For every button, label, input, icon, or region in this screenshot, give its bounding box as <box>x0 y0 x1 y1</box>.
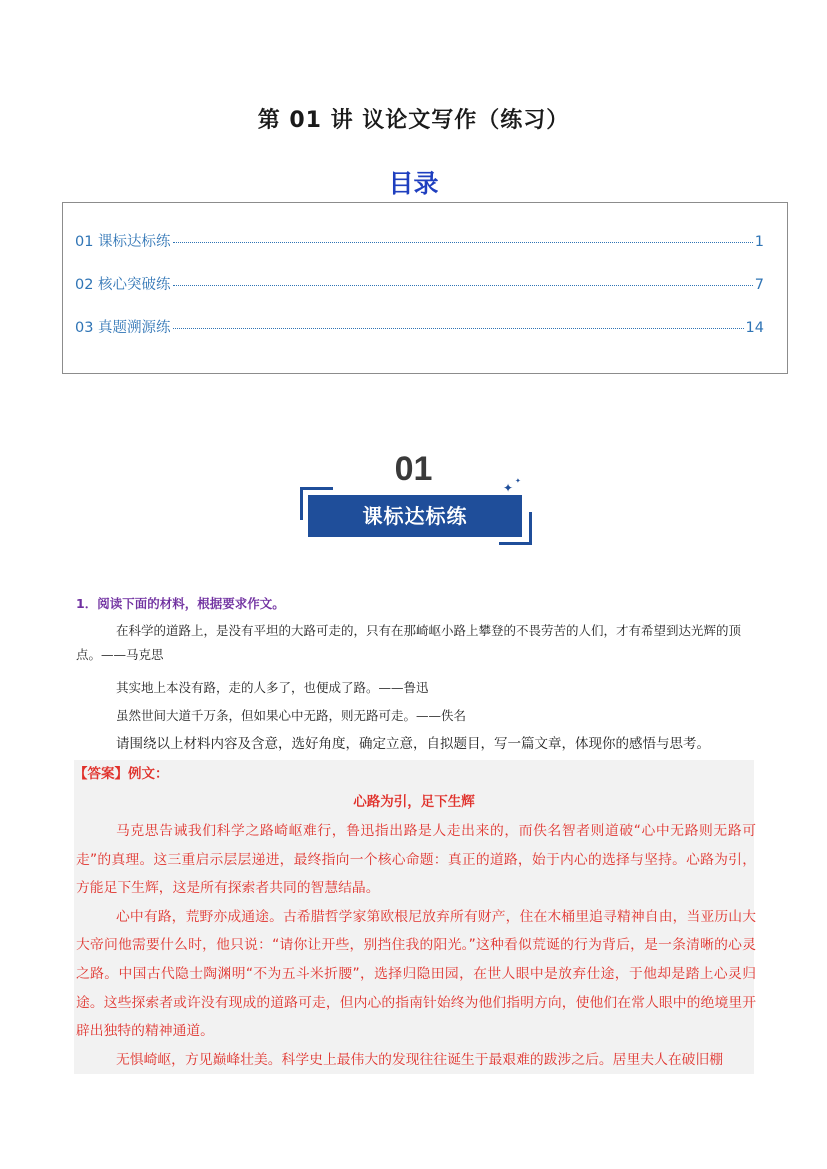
section-banner <box>300 487 532 545</box>
answer-tag: 【答案】例文： <box>74 766 169 782</box>
page-title: 第 01 讲 议论文写作（练习） <box>257 108 570 133</box>
material-quote-2: 其实地上本没有路，走的人多了，也便成了路。——鲁迅 <box>116 680 429 695</box>
toc-entry-2[interactable] <box>75 273 764 294</box>
essay-paragraph: 心中有路，荒野亦成通途。古希腊哲学家第欧根尼放弃所有财产，住在木桶里追寻精神自由，当亚历山大大帝问他需要什么时，他只说：“请你让开些，别挡住我的阳光。”这种看似荒诞的行为背后，是一条清晰的心灵之路。中国古代隐士陶渊明“不为五斗米折腰”，选择归隐田园，在世人眼中是放弃仕途，于他却是踏上心灵归途。这些探索者或许没有现成的道路可走，但内心的指南针始终为他们指明方向，使他们在常人眼中的绝境里开辟出独特的精神通道。 <box>76 908 756 1040</box>
essay-paragraph: 马克思告诫我们科学之路崎岖难行，鲁迅指出路是人走出来的，而佚名智者则道破“心中无路则无路可走”的真理。这三重启示层层递进，最终指向一个核心命题：真正的道路，始于内心的选择与坚持。心路为引，方能足下生辉，这是所有探索者共同的智慧结晶。 <box>76 823 756 897</box>
toc-leader-dots <box>173 242 753 243</box>
toc-entry-label: 01 课标达标练 <box>75 234 171 250</box>
toc-entry-label: 03 真题溯源练 <box>75 320 171 336</box>
table-of-contents <box>62 202 788 374</box>
toc-entry-page: 14 <box>745 320 764 336</box>
toc-leader-dots <box>173 285 753 286</box>
toc-entry-page: 1 <box>754 234 764 250</box>
essay-paragraph: 无惧崎岖，方见巅峰壮美。科学史上最伟大的发现往往诞生于最艰难的跋涉之后。居里夫人在破旧棚 <box>116 1051 724 1068</box>
material-quote-1: 在科学的道路上，是没有平坦的大路可走的，只有在那崎岖小路上攀登的不畏劳苦的人们，才有希望到达光辉的顶点。——马克思 <box>76 623 742 662</box>
toc-entry-page: 7 <box>754 277 764 293</box>
writing-prompt: 请围绕以上材料内容及含意，选好角度，确定立意，自拟题目，写一篇文章，体现你的感悟与思考。 <box>116 736 710 752</box>
section-number: 01 <box>394 450 433 488</box>
sparkle-icon: ✦ <box>515 477 521 485</box>
question-title: 1．阅读下面的材料，根据要求作文。 <box>76 596 285 611</box>
section-title: 课标达标练 <box>308 495 522 537</box>
toc-entry-3[interactable] <box>75 316 764 337</box>
toc-heading: 目录 <box>388 169 439 198</box>
essay-title: 心路为引，足下生辉 <box>353 794 475 810</box>
toc-entry-label: 02 核心突破练 <box>75 277 171 293</box>
toc-leader-dots <box>173 328 744 329</box>
essay-body <box>76 817 756 1074</box>
sparkle-icon: ✦ <box>503 481 514 495</box>
toc-entry-1[interactable] <box>75 230 764 251</box>
material-quote-3: 虽然世间大道千万条，但如果心中无路，则无路可走。——佚名 <box>116 708 467 723</box>
